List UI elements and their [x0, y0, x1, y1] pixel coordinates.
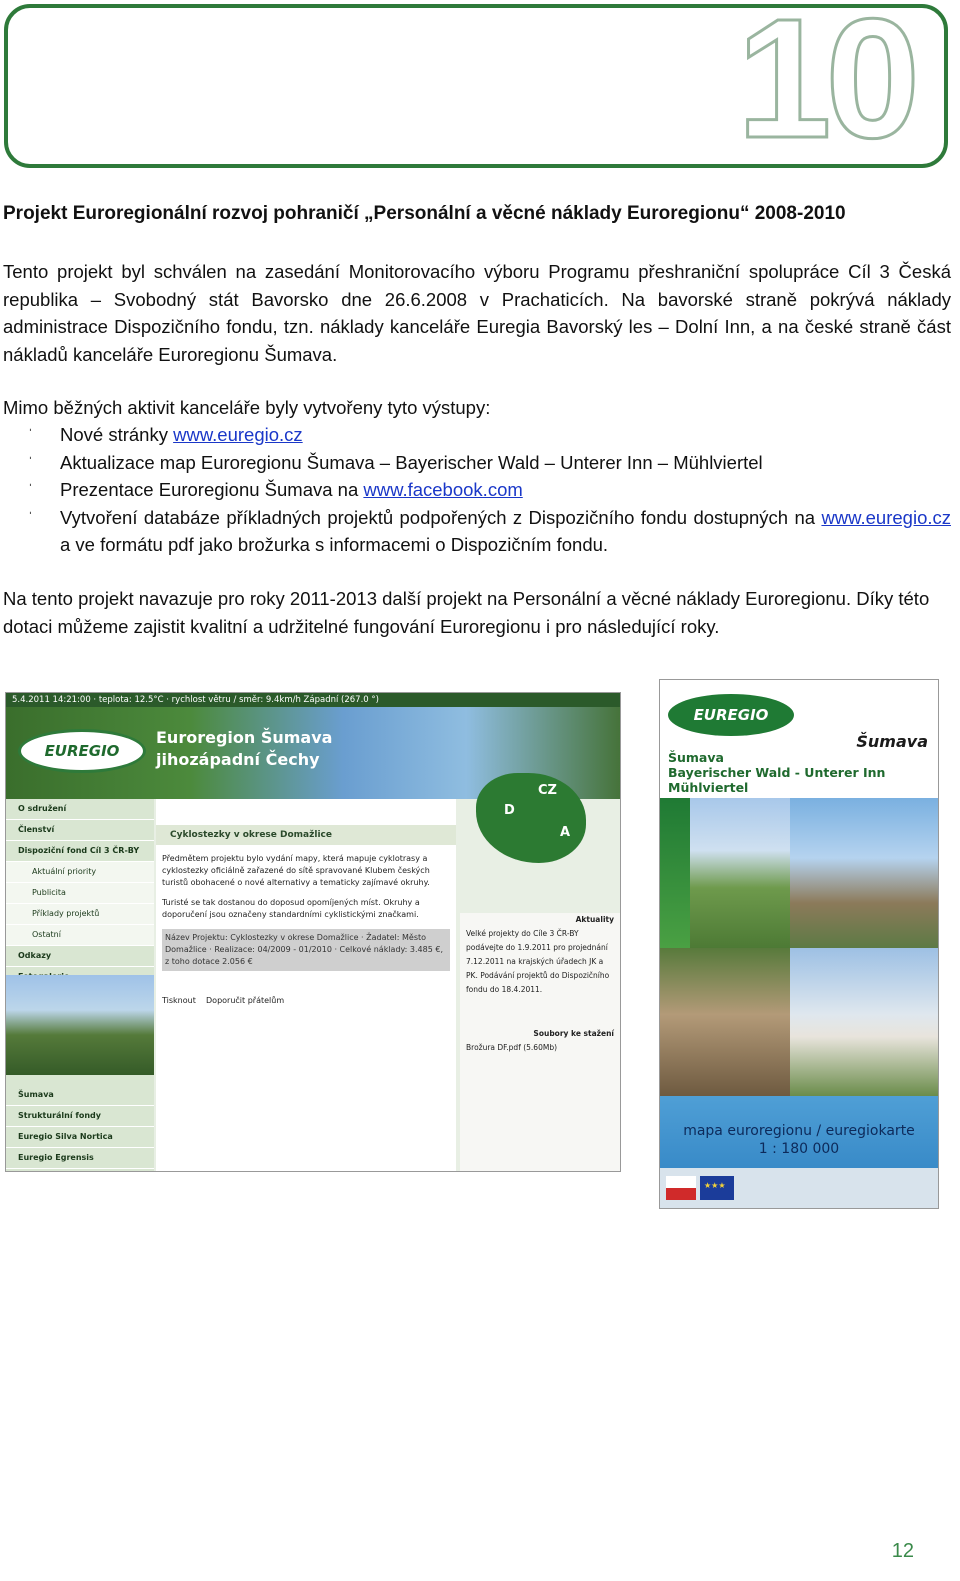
site-title-line1: Euroregion Šumava [156, 728, 333, 747]
region-map [476, 773, 586, 863]
downloads-heading: Soubory ke stažení [533, 1029, 614, 1038]
poster-brand: Šumava [856, 732, 928, 751]
footer-actions [162, 995, 450, 1007]
euregio-link[interactable]: www.euregio.cz [173, 424, 303, 445]
poster-map-label: mapa euroregionu / euregiokarte [683, 1123, 915, 1139]
poster-heading-line: Mühlviertel [668, 780, 749, 795]
nav-item: Euregio Egrensis [6, 1148, 154, 1169]
facebook-link[interactable]: www.facebook.com [363, 479, 523, 500]
poster-heading-line: Bayerischer Wald - Unterer Inn [668, 765, 886, 780]
map-label-cz: CZ [538, 783, 557, 798]
site-main-content [156, 799, 456, 1171]
eu-flag-icon [700, 1176, 734, 1200]
page-number: 12 [891, 1540, 914, 1562]
poster-map-scale: 1 : 180 000 [758, 1141, 840, 1157]
map-label-d: D [504, 803, 515, 818]
nav-item: Euregio Silva Nortica [6, 1127, 154, 1148]
nav-item: Strukturální fondy [6, 1106, 154, 1127]
site-title [156, 727, 332, 771]
bullet-text: Prezentace Euroregionu Šumava na [60, 479, 364, 500]
bullet-mark: ˈ [28, 426, 33, 442]
nav-subitem: Ostatní [6, 925, 154, 946]
site-news-column [460, 913, 620, 1171]
outputs-list [3, 421, 951, 559]
bullet-mark: ˈ [28, 481, 33, 497]
news-heading: Aktuality [575, 915, 614, 924]
chapter-number: 10 [736, 0, 914, 174]
website-screenshot [5, 692, 621, 1172]
poster-footer-text [660, 1122, 938, 1158]
article-heading: Cyklostezky v okrese Domažlice [156, 825, 456, 845]
poster-heading-line: Šumava [668, 750, 724, 765]
recommend-link: Doporučit přátelům [206, 996, 285, 1005]
euregio-link[interactable]: www.euregio.cz [821, 506, 951, 528]
project-info-box: Název Projektu: Cyklostezky v okrese Domažlice · Žadatel: Město Domažlice · Realizace: 04/2009 - 01/2010 · Celkové náklady: 3.485 €, z toho dotace 2.056 € [162, 929, 450, 971]
bullet-text: Nové stránky [60, 424, 174, 445]
bullet-mark: ˈ [28, 508, 33, 525]
weather-bar: 5.4.2011 14:21:00 · teplota: 12.5°C · rychlost větru / směr: 9.4km/h Západní (267.0 °) [6, 693, 620, 707]
nav-subitem: Příklady projektů [6, 904, 154, 925]
nav-subitem: Publicita [6, 883, 154, 904]
poster-footer [660, 1096, 938, 1208]
map-poster [659, 679, 939, 1209]
poster-photo-tower [790, 798, 938, 948]
poster-logo-bar [660, 1168, 938, 1208]
list-item [3, 504, 951, 559]
nav-item: Dispoziční fond Cíl 3 ČR-BY [6, 841, 154, 862]
bullet-text: Vytvoření databáze příkladných projektů podpořených z Dispozičního fondu dostupných na [60, 506, 822, 528]
nav-subitem: Aktuální priority [6, 862, 154, 883]
landscape-photo [6, 975, 154, 1075]
article-text: Turisté se tak dostanou do doposud opomíjených míst. Okruhy a doporučení jsou označeny standardními cyklistickými značkami. [162, 898, 420, 919]
list-item [3, 421, 951, 449]
bullet-mark: ˈ [28, 453, 33, 470]
chapter-header-box [4, 0, 948, 174]
bullet-text-tail: a ve formátu pdf jako brožurka s informacemi o Dispozičním fondu. [60, 534, 609, 555]
paragraph-outputs-intro: Mimo běžných aktivit kanceláře byly vytvořeny tyto výstupy: [3, 397, 491, 418]
article-text: Předmětem projektu bylo vydání mapy, která mapuje cyklotrasy a cyklostezky oficiálně zařazené do sítě spravované Klubem českých turistů obohacené o nové alternativy a tematicky zajímavé okruhy. [162, 854, 430, 887]
print-link: Tisknout [162, 996, 196, 1005]
poster-photo-castle [790, 948, 938, 1096]
poster-heading [668, 750, 885, 795]
nav-item: Šumava [6, 1085, 154, 1106]
project-title: Projekt Euroregionální rozvoj pohraničí „Personální a věcné náklady Euroregionu“ 2008-2010 [3, 203, 846, 224]
poster-euregio-logo: EUREGIO [668, 694, 794, 736]
site-title-line2: jihozápadní Čechy [156, 750, 320, 769]
list-item [3, 476, 951, 504]
poster-photo-people [660, 948, 790, 1096]
paragraph-approval: Tento projekt byl schválen na zasedání Monitorovacího výboru Programu přeshraniční spolupráce Cíl 3 Česká republika – Svobodný stát Bavorsko dne 26.6.2008 v Prachaticích. Na bavorské straně pokrývá náklady administrace Dispozičního fondu, tzn. náklady kanceláře Euregia Bavorský les – Dolní Inn, a na české straně část nákladů kanceláře Euroregionu Šumava. [3, 261, 951, 365]
download-file: Brožura DF.pdf (5.60Mb) [466, 1043, 558, 1052]
map-label-a: A [560, 825, 571, 840]
paragraph-followup: Na tento projekt navazuje pro roky 2011-2013 další projekt na Personální a věcné náklady Euroregionu. Díky této dotaci můžeme zajistit kvalitní a udržitelné fungování Euroregionu i pro následující roky. [3, 588, 930, 637]
nav-item: O sdružení [6, 799, 154, 820]
poster-photo-mountains [690, 798, 790, 948]
news-text: Velké projekty do Cíle 3 ČR-BY podávejte do 1.9.2011 pro projednání 7.12.2011 na krajských úřadech JK a PK. Podávání projektů do Dispozičního fondu do 18.4.2011. [466, 929, 610, 994]
euregio-logo: EUREGIO [18, 729, 146, 773]
list-item [3, 449, 951, 477]
site-sidebar-lower [6, 1085, 154, 1171]
bullet-text: Aktualizace map Euroregionu Šumava – Bayerischer Wald – Unterer Inn – Mühlviertel [60, 451, 763, 473]
nav-item: Členství [6, 820, 154, 841]
nav-item: Odkazy [6, 946, 154, 967]
flag-icon [666, 1176, 696, 1200]
